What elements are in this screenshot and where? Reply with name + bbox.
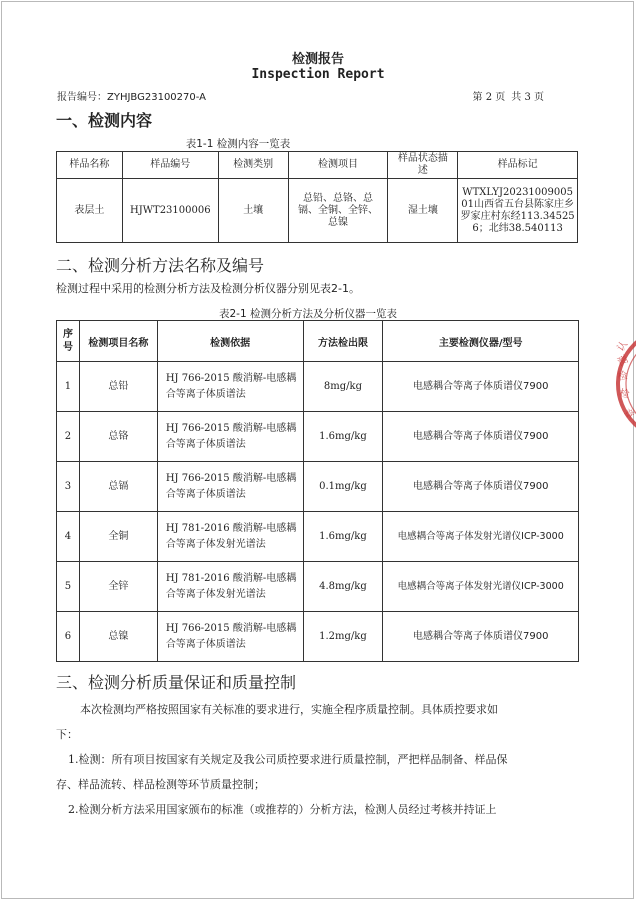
cell-item: 总镉	[79, 462, 157, 512]
cell-no: 4	[57, 512, 80, 562]
cell-method: HJ 766-2015 酸消解-电感耦合等离子体质谱法	[157, 612, 303, 662]
cell-no: 1	[57, 362, 80, 412]
cell-sample-code: HJWT23100006	[122, 179, 218, 243]
svg-text:认: 认	[615, 339, 631, 354]
cell-instrument: 电感耦合等离子体发射光谱仪ICP-3000	[383, 562, 579, 612]
col-sample-code: 样品编号	[122, 152, 218, 179]
cell-instrument: 电感耦合等离子体质谱仪7900	[383, 612, 579, 662]
col-item-name: 检测项目名称	[79, 321, 157, 362]
section3-heading: 三、检测分析质量保证和质量控制	[56, 673, 297, 692]
cell-limit: 1.6mg/kg	[303, 412, 383, 462]
method-instrument-table	[56, 320, 579, 662]
cell-item: 总镍	[79, 612, 157, 662]
cell-method: HJ 766-2015 酸消解-电感耦合等离子体质谱法	[157, 412, 303, 462]
seal-stamp	[612, 324, 636, 444]
cell-instrument: 电感耦合等离子体质谱仪7900	[383, 412, 579, 462]
col-method: 检测依据	[157, 321, 303, 362]
cell-item: 全铜	[79, 512, 157, 562]
svg-text:检: 检	[618, 388, 631, 401]
section3-paragraph: 本次检测均严格按照国家有关标准的要求进行，实施全程序质量控制。具体质控要求如	[80, 703, 498, 716]
cell-limit: 1.6mg/kg	[303, 512, 383, 562]
col-items: 检测项目	[288, 152, 388, 179]
cell-instrument: 电感耦合等离子体质谱仪7900	[383, 362, 579, 412]
report-number: 报告编号：ZYHJBG23100270-A	[57, 92, 206, 103]
table1-caption: 表1-1 检测内容一览表	[185, 138, 291, 150]
qc-item-2: 2.检测分析方法采用国家颁布的标准（或推荐的）分析方法，检测人员经过考核并持证上	[68, 803, 497, 816]
cell-instrument: 电感耦合等离子体发射光谱仪ICP-3000	[383, 512, 579, 562]
cell-no: 3	[57, 462, 80, 512]
section2-heading: 二、检测分析方法名称及编号	[56, 256, 265, 275]
cell-method: HJ 766-2015 酸消解-电感耦合等离子体质谱法	[157, 462, 303, 512]
svg-text:检: 检	[616, 370, 629, 383]
cell-limit: 1.2mg/kg	[303, 612, 383, 662]
cell-item: 总铬	[79, 412, 157, 462]
table-row	[57, 562, 579, 612]
section3-paragraph-cont: 下：	[56, 728, 78, 741]
col-no: 序号	[57, 321, 80, 362]
col-limit: 方法检出限	[303, 321, 383, 362]
table-row	[57, 412, 579, 462]
cell-no: 2	[57, 412, 80, 462]
qc-item-1-cont: 存、样品流转、样品检测等环节质量控制；	[56, 778, 265, 791]
detection-content-table	[56, 151, 578, 243]
table-row	[57, 512, 579, 562]
svg-text:测: 测	[616, 354, 631, 369]
table2-header-row	[57, 321, 579, 362]
col-state: 样品状态描述	[388, 152, 458, 179]
page-total: 共 3 页	[511, 92, 544, 103]
qc-item-1: 1.检测：所有项目按国家有关规定及我公司质控要求进行质量控制，严把样品制备、样品保	[68, 753, 508, 766]
table-row	[57, 462, 579, 512]
section1-heading: 一、检测内容	[56, 111, 153, 130]
cell-no: 5	[57, 562, 80, 612]
cell-items: 总铅、总铬、总镉、全铜、全锌、总镍	[288, 179, 388, 243]
col-category: 检测类别	[218, 152, 288, 179]
report-title-cn: 检测报告	[291, 52, 344, 67]
cell-method: HJ 781-2016 酸消解-电感耦合等离子体发射光谱法	[157, 562, 303, 612]
cell-item: 总铅	[79, 362, 157, 412]
col-sample-name: 样品名称	[57, 152, 123, 179]
cell-instrument: 电感耦合等离子体质谱仪7900	[383, 462, 579, 512]
cell-category: 土壤	[218, 179, 288, 243]
report-title-en: Inspection Report	[251, 67, 385, 82]
cell-method: HJ 781-2016 酸消解-电感耦合等离子体发射光谱法	[157, 512, 303, 562]
cell-method: HJ 766-2015 酸消解-电感耦合等离子体质谱法	[157, 362, 303, 412]
cell-mark: WTXLYJ2023100900501山西省五台县陈家庄乡罗家庄村东经113.345256；北纬38.540113	[458, 179, 578, 243]
page-current: 第 2 页	[472, 92, 506, 103]
cell-limit: 8mg/kg	[303, 362, 383, 412]
table2-caption: 表2-1 检测分析方法及分析仪器一览表	[219, 308, 397, 320]
table-row	[57, 179, 578, 243]
table-row	[57, 612, 579, 662]
table1-header-row	[57, 152, 578, 179]
col-mark: 样品标记	[458, 152, 578, 179]
cell-item: 全锌	[79, 562, 157, 612]
cell-sample-name: 表层土	[57, 179, 123, 243]
section2-intro: 检测过程中采用的检测分析方法及检测分析仪器分别见表2-1。	[56, 282, 360, 295]
cell-state: 湿土壤	[388, 179, 458, 243]
cell-limit: 0.1mg/kg	[303, 462, 383, 512]
page-info	[473, 88, 544, 103]
col-instrument: 主要检测仪器/型号	[383, 321, 579, 362]
cell-limit: 4.8mg/kg	[303, 562, 383, 612]
table-row	[57, 362, 579, 412]
cell-no: 6	[57, 612, 80, 662]
svg-text:章: 章	[621, 407, 636, 423]
